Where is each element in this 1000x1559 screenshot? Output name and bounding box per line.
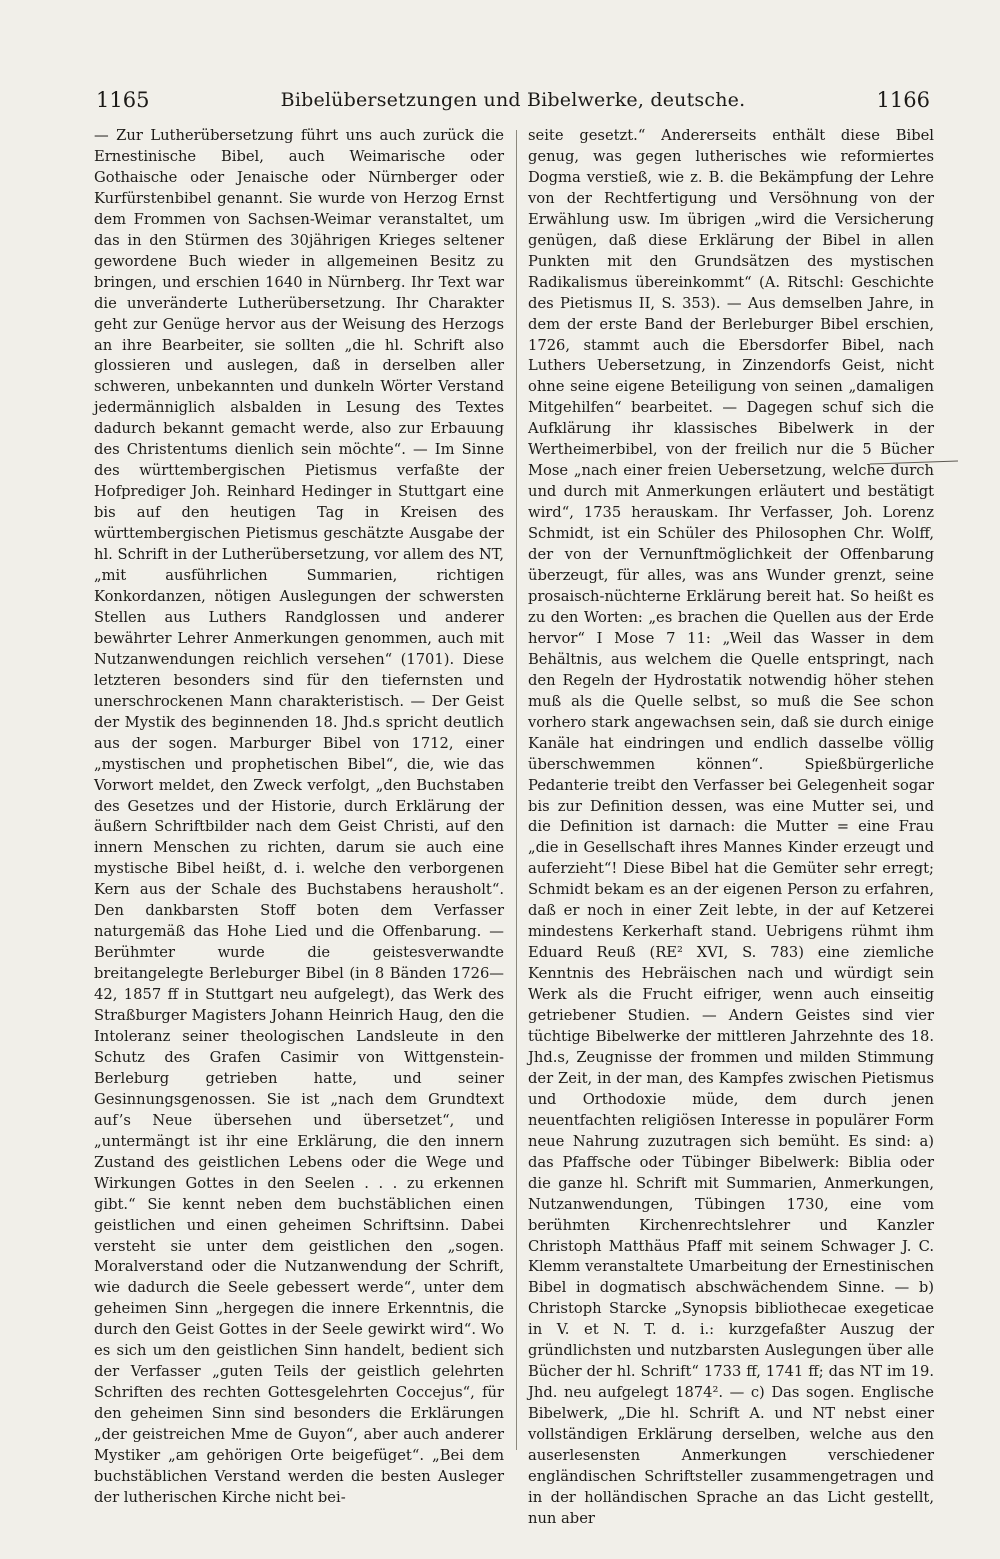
right-column	[528, 126, 934, 1530]
left-column	[94, 126, 504, 1509]
page-number-left: 1165	[96, 88, 150, 112]
page-number-right: 1166	[876, 88, 930, 112]
column-divider	[516, 130, 517, 1450]
right-column-text: seite gesetzt.“ Andererseits enthält diese Bibel genug, was gegen lutherisches wie reformiertes Dogma verstieß, wie z. B. die Bekämpfung der Lehre von der Rechtfertigung und Versöhnung von der Erwählung usw. Im übrigen „wird die Versicherung genügen, daß diese Erklärung der Bibel in allen Punkten mit den Grundsätzen des mystischen Radikalismus übereinkommt“ (A. Ritschl: Geschichte des Pietismus II, S. 353). — Aus demselben Jahre, in dem der erste Band der Berleburger Bibel erschien, 1726, stammt auch die Ebersdorfer Bibel, nach Luthers Uebersetzung, in Zinzendorfs Geist, nicht ohne seine eigene Beteiligung von seinen „damaligen Mitgehilfen“ bearbeitet. — Dagegen schuf sich die Aufklärung ihr klassisches Bibelwerk in der Wertheimerbibel, von der freilich nur die 5 Bücher Mose „nach einer freien Uebersetzung, welche durch und durch mit Anmerkungen erläutert und bestätigt wird“, 1735 herauskam. Ihr Verfasser, Joh. Lorenz Schmidt, ist ein Schüler des Philosophen Chr. Wolff, der von der Vernunftmöglichkeit der Offenbarung überzeugt, für alles, was ans Wunder grenzt, seine prosaisch-nüchterne Erklärung bereit hat. So heißt es zu den Worten: „es brachen die Quellen aus der Erde hervor“ I Mose 7 11: „Weil das Wasser in dem Behältnis, aus welchem die Quelle entspringt, nach den Regeln der Hydrostatik notwendig höher stehen muß als die Quelle selbst, so muß die See schon vorhero stark angewachsen sein, daß sie durch einige Kanäle hat eindringen und endlich dasselbe völlig überschwemmen können“. Spießbürgerliche Pedanterie treibt den Verfasser bei Gelegenheit sogar bis zur Definition dessen, was eine Mutter sei, und die Definition ist darnach: die Mutter = eine Frau „die in Gesellschaft ihres Mannes Kinder erzeugt und auferzieht“! Diese Bibel hat die Gemüter sehr erregt; Schmidt bekam es an der eigenen Person zu erfahren, daß er noch in einer Zeit lebte, in der auf Ketzerei mindestens Kerkerhaft stand. Uebrigens rühmt ihm Eduard Reuß (RE² XVI, S. 783) eine ziemliche Kenntnis des Hebräischen nach und würdigt sein Werk als die Frucht eifriger, wenn auch einseitig getriebener Studien. — Andern Geistes sind vier tüchtige Bibelwerke der mittleren Jahrzehnte des 18. Jhd.s, Zeugnisse der frommen und milden Stimmung der Zeit, in der man, des Kampfes zwischen Pietismus und Orthodoxie müde, dem durch jenen neuentfachten religiösen Interesse in populärer Form neue Nahrung zuzutragen sich bemüht. Es sind: a) das Pfaffsche oder Tübinger Bibelwerk: Biblia oder die ganze hl. Schrift mit Summarien, Anmerkungen, Nutzanwendungen, Tübingen 1730, eine vom berühmten Kirchenrechtslehrer und Kanzler Christoph Matthäus Pfaff mit seinem Schwager J. C. Klemm veranstaltete Umarbeitung der Ernestinischen Bibel in dogmatisch abschwächendem Sinne. — b) Christoph Starcke „Synopsis bibliothecae exegeticae in V. et N. T. d. i.: kurzgefaßter Auszug der gründlichsten und nutzbarsten Auslegungen über alle Bücher der hl. Schrift“ 1733 ff, 1741 ff; das NT im 19. Jhd. neu aufgelegt 1874². — c) Das sogen. Englische Bibelwerk, „Die hl. Schrift A. und NT nebst einer vollständigen Erklärung derselben, welche aus den auserlesensten Anmerkungen verschiedener engländischen Schriftsteller zusammengetragen und in der holländischen Sprache an das Licht gestellt, nun aber	[528, 127, 934, 1527]
left-column-text: — Zur Lutherübersetzung führt uns auch zurück die Ernestinische Bibel, auch Weimarische oder Gothaische oder Jenaische oder Nürnberger oder Kurfürstenbibel genannt. Sie wurde von Herzog Ernst dem Frommen von Sachsen-Weimar veranstaltet, um das in den Stürmen des 30jährigen Krieges seltener gewordene Buch wieder in allgemeinen Besitz zu bringen, und erschien 1640 in Nürnberg. Ihr Text war die unveränderte Lutherübersetzung. Ihr Charakter geht zur Genüge hervor aus der Weisung des Herzogs an ihre Bearbeiter, sie sollten „die hl. Schrift also glossieren und auslegen, daß in derselben aller schweren, unbekannten und dunkeln Wörter Verstand jedermänniglich alsbalden in Lesung des Textes dadurch bekannt gemacht werde, also zur Erbauung des Christentums dienlich sein möchte“. — Im Sinne des württembergischen Pietismus verfaßte der Hofprediger Joh. Reinhard Hedinger in Stuttgart eine bis auf den heutigen Tag in Kreisen des württembergischen Pietismus geschätzte Ausgabe der hl. Schrift in der Lutherübersetzung, vor allem des NT, „mit ausführlichen Summarien, richtigen Konkordanzen, nötigen Auslegungen der schwersten Stellen aus Luthers Randglossen und anderer bewährter Lehrer Anmerkungen genommen, auch mit Nutzanwendungen reichlich versehen“ (1701). Diese letzteren besonders sind für den tiefernsten und unerschrockenen Mann charakteristisch. — Der Geist der Mystik des beginnenden 18. Jhd.s spricht deutlich aus der sogen. Marburger Bibel von 1712, einer „mystischen und prophetischen Bibel“, die, wie das Vorwort meldet, den Zweck verfolgt, „den Buchstaben des Gesetzes und der Historie, durch Erklärung der äußern Schriftbilder nach dem Geist Christi, auf den innern Menschen zu richten, darum sie auch eine mystische Bibel heißt, d. i. welche den verborgenen Kern aus der Schale des Buchstabens herausholt“. Den dankbarsten Stoff boten dem Verfasser naturgemäß das Hohe Lied und die Offenbarung. — Berühmter wurde die geistesverwandte breitangelegte Berleburger Bibel (in 8 Bänden 1726—42, 1857 ff in Stuttgart neu aufgelegt), das Werk des Straßburger Magisters Johann Heinrich Haug, den die Intoleranz seiner theologischen Landsleute in den Schutz des Grafen Casimir von Wittgenstein-Berleburg getrieben hatte, und seiner Gesinnungsgenossen. Sie ist „nach dem Grundtext auf’s Neue übersehen und übersetzet“, und „untermängt ist ihr eine Erklärung, die den innern Zustand des geistlichen Lebens oder die Wege und Wirkungen Gottes in den Seelen . . . zu erkennen gibt.“ Sie kennt neben dem buchstäblichen einen geistlichen und einen geheimen Schriftsinn. Dabei versteht sie unter dem geistlichen den „sogen. Moralverstand oder die Nutzanwendung der Schrift, wie dadurch die Seele gebessert werde“, unter dem geheimen Sinn „hergegen die innere Erkenntnis, die durch den Geist Gottes in der Seele gewirkt wird“. Wo es sich um den geistlichen Sinn handelt, bedient sich der Verfasser „guten Teils der geistlich gelehrten Schriften des rechten Gottesgelehrten Coccejus“, für den geheimen Sinn sind besonders die Erklärungen „der geistreichen Mme de Guyon“, aber auch anderer Mystiker „am gehörigen Orte beigefüget“. „Bei dem buchstäblichen Verstand werden die besten Ausleger der lutherischen Kirche nicht bei-	[94, 127, 504, 1506]
running-title: Bibelübersetzungen und Bibelwerke, deutsche.	[280, 89, 746, 111]
page-header	[96, 88, 930, 118]
